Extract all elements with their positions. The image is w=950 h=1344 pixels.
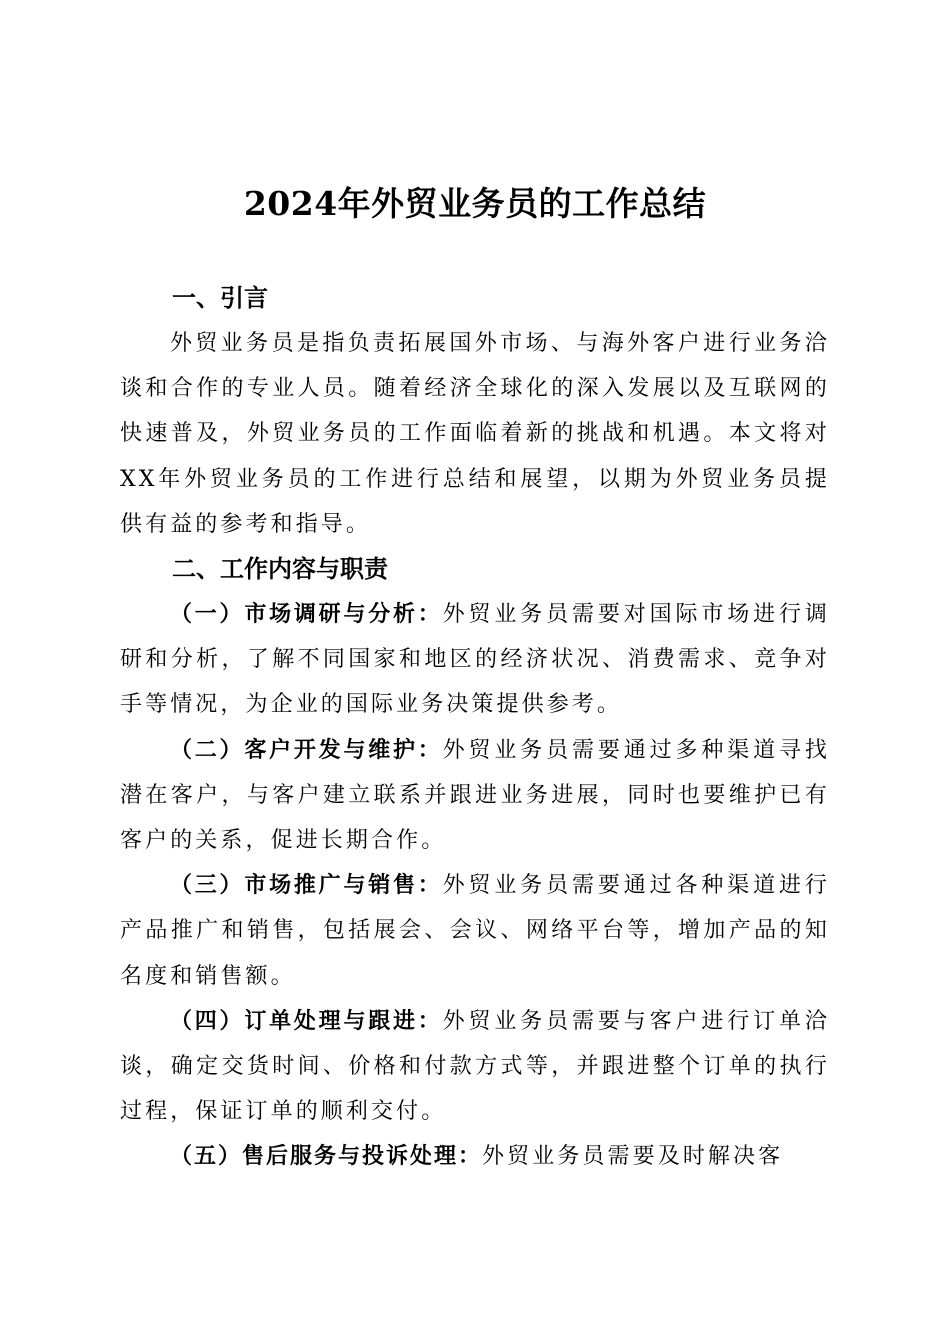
paragraph-text: 外贸业务员需要通过多种渠道寻找潜在客户，与客户建立联系并跟进业务进展，同时也要维护已有客户的关系，促进长期合作。 (120, 737, 830, 854)
paragraph-text: 外贸业务员需要对国际市场进行调研和分析，了解不同国家和地区的经济状况、消费需求、竞争对手等情况，为企业的国际业务决策提供参考。 (120, 602, 830, 718)
document-body (120, 276, 830, 1180)
paragraph-label: （一）市场调研与分析： (170, 601, 443, 628)
paragraph-text: 外贸业务员需要及时解决客 (482, 1144, 784, 1170)
paragraph-marketing-sales (120, 863, 830, 999)
paragraph-label: （五）售后服务与投诉处理： (170, 1143, 483, 1170)
section-heading-duties: 二、工作内容与职责 (172, 555, 388, 584)
paragraph-customer-development (120, 728, 830, 864)
paragraph-text: 外贸业务员需要与客户进行订单洽谈，确定交货时间、价格和付款方式等，并跟进整个订单的执行过程，保证订单的顺利交付。 (120, 1008, 830, 1125)
section-heading-introduction: 一、引言 (172, 284, 268, 312)
paragraph-label: （三）市场推广与销售： (170, 872, 443, 899)
paragraph-after-sales (120, 1134, 830, 1179)
paragraph-text: 外贸业务员是指负责拓展国外市场、与海外客户进行业务洽谈和合作的专业人员。随着经济全球化的深入发展以及互联网的快速普及，外贸业务员的工作面临着新的挑战和机遇。本文将对XX年外贸业务员的工作进行总结和展望，以期为外贸业务员提供有益的参考和指导。 (120, 331, 830, 537)
paragraph-label: （二）客户开发与维护： (170, 736, 443, 763)
paragraph-market-research (120, 592, 830, 728)
paragraph-order-handling (120, 999, 830, 1135)
paragraph-introduction (120, 321, 830, 547)
document-title: 2024年外贸业务员的工作总结 (243, 184, 707, 223)
paragraph-text: 外贸业务员需要通过各种渠道进行产品推广和销售，包括展会、会议、网络平台等，增加产品的知名度和销售额。 (120, 873, 830, 989)
paragraph-label: （四）订单处理与跟进： (170, 1007, 443, 1034)
